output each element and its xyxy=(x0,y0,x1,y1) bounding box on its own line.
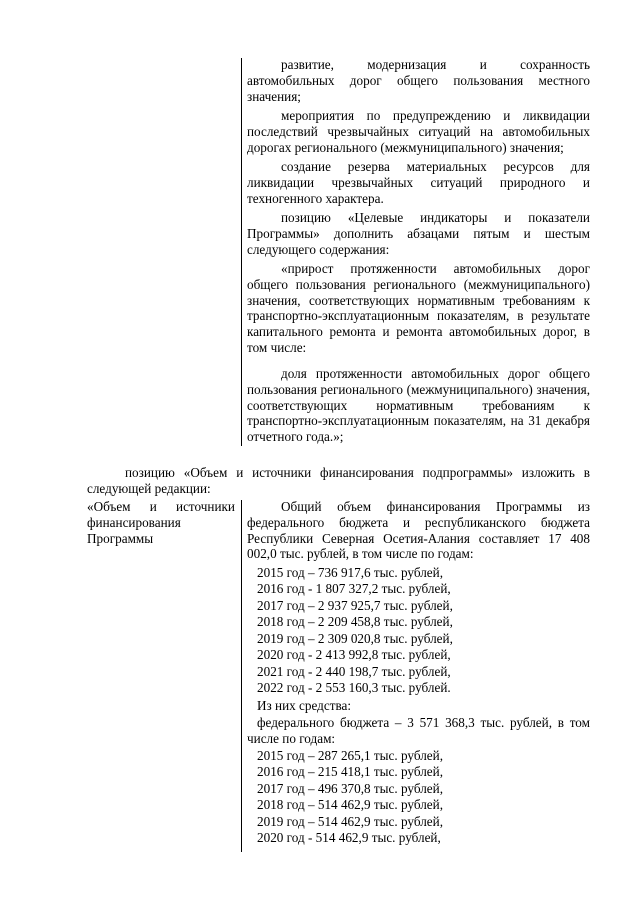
paragraph-development: развитие, модернизация и сохранность автомобильных дорог общего пользования местного значения; xyxy=(247,57,590,104)
paragraph-indicators-position: позицию «Целевые индикаторы и показатели Программы» дополнить абзацами пятым и шестым следующего содержания: xyxy=(247,210,590,257)
federal-year-2017: 2017 год – 496 370,8 тыс. рублей, xyxy=(257,780,443,796)
federal-budget-intro: федерального бюджета – 3 571 368,3 тыс. рублей, в том числе по годам: xyxy=(247,715,590,746)
total-by-year-list xyxy=(257,565,453,697)
table-divider-top xyxy=(241,58,242,446)
federal-year-2018: 2018 год – 514 462,9 тыс. рублей, xyxy=(257,797,443,813)
table-divider-bottom xyxy=(241,500,242,852)
paragraph-share-length: доля протяженности автомобильных дорог общего пользования регионального (межмуниципального) значения, соответствующих нормативным требованиям к транспортно-эксплуатационным показателям, на 31 декабря отчетного года.»; xyxy=(247,366,590,445)
federal-year-2016: 2016 год – 215 418,1 тыс. рублей, xyxy=(257,764,443,780)
federal-year-2020: 2020 год - 514 462,9 тыс. рублей, xyxy=(257,830,441,846)
federal-by-year-list xyxy=(257,748,443,847)
total-year-2020: 2020 год - 2 413 992,8 тыс. рублей, xyxy=(257,647,451,663)
funding-label-cell: «Объем и источники финансирования Программы xyxy=(87,499,235,546)
total-year-2017: 2017 год – 2 937 925,7 тыс. рублей, xyxy=(257,597,453,613)
from-them-line: Из них средства: xyxy=(257,698,352,713)
total-year-2018: 2018 год – 2 209 458,8 тыс. рублей, xyxy=(257,614,453,630)
paragraph-growth-length: «прирост протяженности автомобильных дорог общего пользования регионального (межмуниципального) значения, соответствующих нормативным требованиям к транспортно-эксплуатационным показателям, в результате капитального ремонта и ремонта автомобильных дорог, в том числе: xyxy=(247,261,590,355)
total-year-2019: 2019 год – 2 309 020,8 тыс. рублей, xyxy=(257,630,453,646)
funding-total-intro: Общий объем финансирования Программы из федерального бюджета и республиканского бюджета Республики Северная Осетия-Алания составляет 17 408 002,0 тыс. рублей, в том числе по годам: xyxy=(247,499,590,562)
total-year-2016: 2016 год - 1 807 327,2 тыс. рублей, xyxy=(257,581,451,597)
paragraph-emergency-prevention: мероприятия по предупреждению и ликвидации последствий чрезвычайных ситуаций на автомобильных дорогах регионального (межмуниципального) значения; xyxy=(247,108,590,155)
paragraph-reserve: создание резерва материальных ресурсов для ликвидации чрезвычайных ситуаций природного и техногенного характера. xyxy=(247,159,590,206)
total-year-2015: 2015 год – 736 917,6 тыс. рублей, xyxy=(257,565,443,580)
paragraph-funding-position: позицию «Объем и источники финансирования подпрограммы» изложить в следующей редакции: xyxy=(87,465,590,496)
federal-year-2019: 2019 год – 514 462,9 тыс. рублей, xyxy=(257,813,443,829)
total-year-2021: 2021 год - 2 440 198,7 тыс. рублей, xyxy=(257,663,451,679)
federal-year-2015: 2015 год – 287 265,1 тыс. рублей, xyxy=(257,748,443,763)
total-year-2022: 2022 год - 2 553 160,3 тыс. рублей. xyxy=(257,680,451,696)
